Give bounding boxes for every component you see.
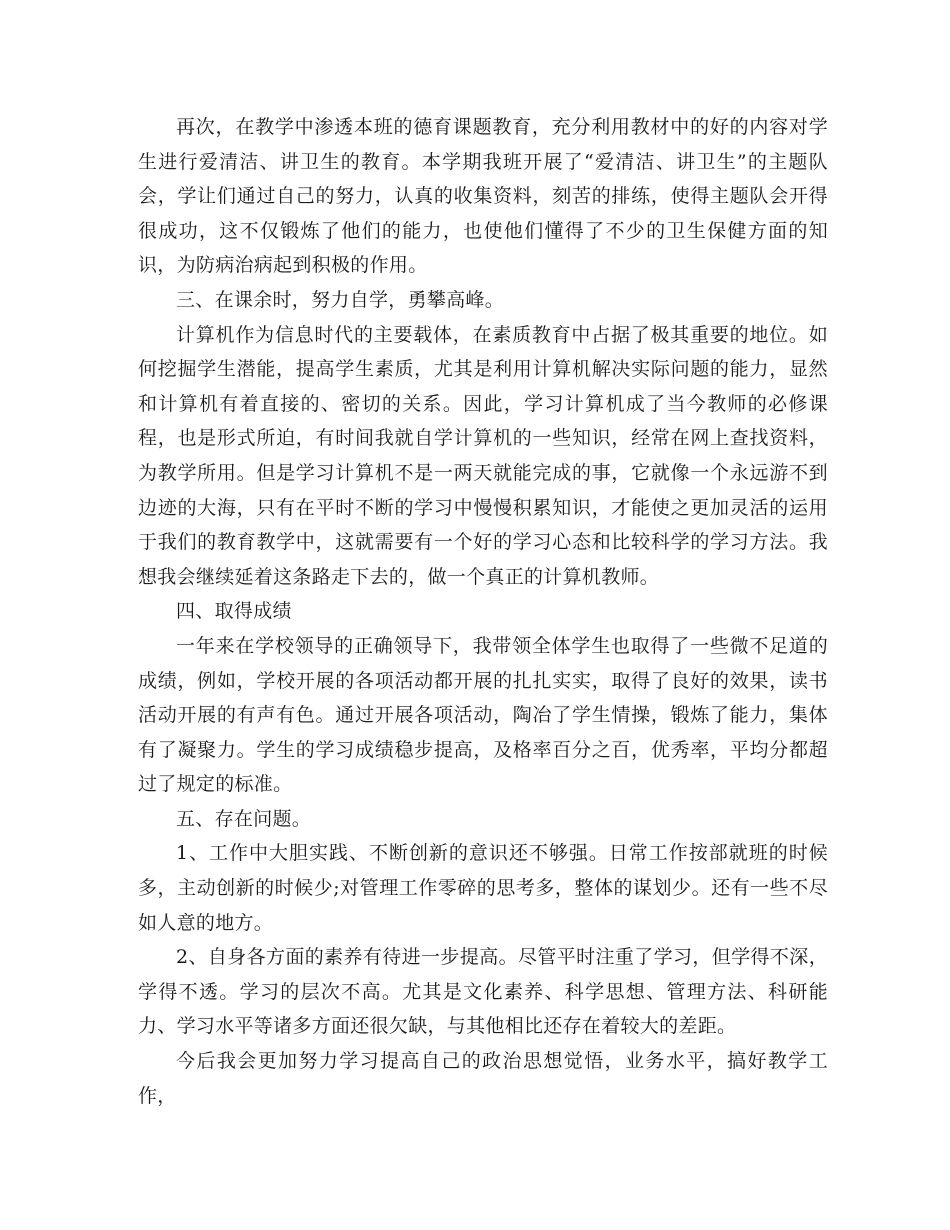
paragraph-problem-1: 1、工作中大胆实践、不断创新的意识还不够强。日常工作按部就班的时候多，主动创新的时候少;对管理工作零碎的思考多，整体的谋划少。还有一些不尽如人意的地方。	[138, 842, 828, 934]
heading-problems: 五、存在问题。	[176, 807, 312, 830]
paragraph-computer-learning: 计算机作为信息时代的主要载体，在素质教育中占据了极其重要的地位。如何挖掘学生潜能，提高学生素质，尤其是利用计算机解决实际问题的能力，显然和计算机有着直接的、密切的关系。因此，学习计算机成了当今教师的必修课程，也是形式所迫，有时间我就自学计算机的一些知识，经常在网上查找资料，为教学所用。但是学习计算机不是一两天就能完成的事，它就像一个永远游不到边迹的大海，只有在平时不断的学习中慢慢积累知识，才能使之更加灵活的运用于我们的教育教学中，这就需要有一个好的学习心态和比较科学的学习方法。我想我会继续延着这条路走下去的，做一个真正的计算机教师。	[138, 323, 828, 588]
paragraph-moral-education: 再次，在教学中渗透本班的德育课题教育，充分利用教材中的好的内容对学生进行爱清洁、讲卫生的教育。本学期我班开展了“爱清洁、讲卫生”的主题队会，学让们通过自己的努力，认真的收集资料，刻苦的排练，使得主题队会开得很成功，这不仅锻炼了他们的能力，也使他们懂得了不少的卫生保健方面的知识，为防病治病起到积极的作用。	[138, 116, 828, 277]
heading-self-study: 三、在课余时，努力自学，勇攀高峰。	[176, 288, 505, 311]
document-body	[138, 110, 828, 1113]
paragraph-achievements: 一年来在学校领导的正确领导下，我带领全体学生也取得了一些微不足道的成绩，例如，学校开展的各项活动都开展的扎扎实实，取得了良好的效果，读书活动开展的有声有色。通过开展各项活动，陶冶了学生情操，锻炼了能力，集体有了凝聚力。学生的学习成绩稳步提高，及格率百分之百，优秀率，平均分都超过了规定的标准。	[138, 634, 828, 796]
paragraph-future-plan: 今后我会更加努力学习提高自己的政治思想觉悟，业务水平，搞好教学工作，	[138, 1050, 828, 1107]
paragraph-problem-2: 2、自身各方面的素养有待进一步提高。尽管平时注重了学习，但学得不深，学得不透。学习的层次不高。尤其是文化素养、科学思想、管理方法、科研能力、学习水平等诸多方面还很欠缺，与其他相比还存在着较大的差距。	[138, 946, 828, 1038]
heading-achievements: 四、取得成绩	[176, 600, 292, 623]
